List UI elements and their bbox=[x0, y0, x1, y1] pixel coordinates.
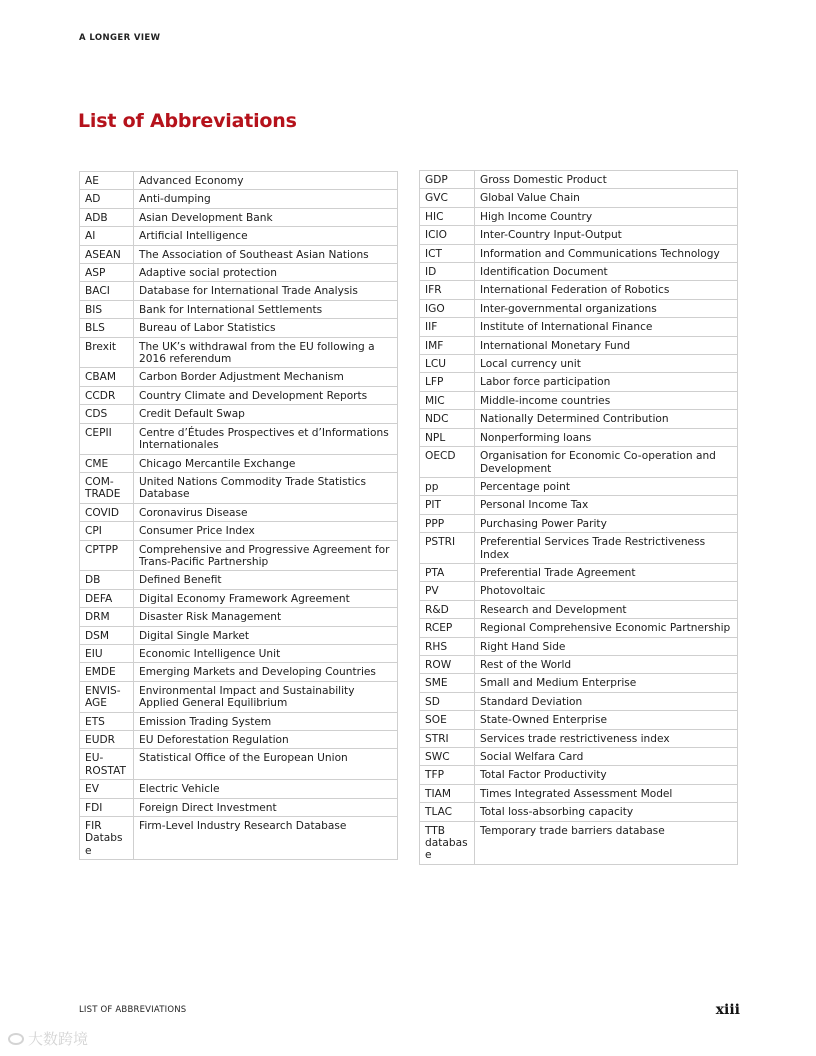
abbreviation-cell: RHS bbox=[420, 637, 475, 655]
definition-cell: Country Climate and Development Reports bbox=[134, 386, 398, 404]
abbreviation-cell: PSTRI bbox=[420, 533, 475, 564]
abbreviation-cell: ID bbox=[420, 263, 475, 281]
abbreviation-cell: FIR Databse bbox=[80, 817, 134, 860]
abbreviation-cell: R&D bbox=[420, 600, 475, 618]
table-row bbox=[420, 373, 738, 391]
table-row bbox=[80, 405, 398, 423]
abbreviations-table-right bbox=[419, 170, 738, 865]
definition-cell: Defined Benefit bbox=[134, 571, 398, 589]
abbreviations-table-left bbox=[79, 171, 398, 860]
abbreviation-cell: AD bbox=[80, 190, 134, 208]
table-row bbox=[420, 514, 738, 532]
abbreviation-cell: DRM bbox=[80, 608, 134, 626]
definition-cell: Digital Economy Framework Agreement bbox=[134, 589, 398, 607]
abbreviation-cell: NDC bbox=[420, 410, 475, 428]
table-row bbox=[80, 503, 398, 521]
definition-cell: State-Owned Enterprise bbox=[475, 711, 738, 729]
definition-cell: Rest of the World bbox=[475, 655, 738, 673]
table-row bbox=[420, 299, 738, 317]
definition-cell: Preferential Trade Agreement bbox=[475, 563, 738, 581]
table-row bbox=[420, 355, 738, 373]
abbreviation-cell: TFP bbox=[420, 766, 475, 784]
definition-cell: Emission Trading System bbox=[134, 712, 398, 730]
abbreviation-cell: SD bbox=[420, 692, 475, 710]
table-row bbox=[80, 571, 398, 589]
definition-cell: Global Value Chain bbox=[475, 189, 738, 207]
definition-cell: Small and Medium Enterprise bbox=[475, 674, 738, 692]
table-row bbox=[80, 172, 398, 190]
abbreviation-cell: BLS bbox=[80, 319, 134, 337]
definition-cell: Nonperforming loans bbox=[475, 428, 738, 446]
abbreviation-cell: EUDR bbox=[80, 731, 134, 749]
definition-cell: Adaptive social protection bbox=[134, 264, 398, 282]
definition-cell: EU Deforestation Regulation bbox=[134, 731, 398, 749]
table-row bbox=[80, 227, 398, 245]
abbreviation-cell: ASEAN bbox=[80, 245, 134, 263]
table-row bbox=[80, 712, 398, 730]
abbreviation-cell: DEFA bbox=[80, 589, 134, 607]
definition-cell: Identification Document bbox=[475, 263, 738, 281]
table-row bbox=[420, 447, 738, 478]
abbreviation-cell: CPI bbox=[80, 522, 134, 540]
watermark-text: 大数跨境 bbox=[28, 1030, 89, 1048]
abbreviation-cell: ETS bbox=[80, 712, 134, 730]
table-row bbox=[420, 391, 738, 409]
table-row bbox=[420, 711, 738, 729]
definition-cell: Nationally Determined Contribution bbox=[475, 410, 738, 428]
definition-cell: Institute of International Finance bbox=[475, 318, 738, 336]
abbreviation-cell: FDI bbox=[80, 798, 134, 816]
table-row bbox=[80, 681, 398, 712]
abbreviation-cell: CCDR bbox=[80, 386, 134, 404]
abbreviation-cell: TLAC bbox=[420, 803, 475, 821]
running-footer: LIST OF ABBREVIATIONS bbox=[79, 1005, 187, 1015]
abbreviation-cell: ADB bbox=[80, 208, 134, 226]
definition-cell: Electric Vehicle bbox=[134, 780, 398, 798]
table-row bbox=[80, 472, 398, 503]
table-row bbox=[80, 337, 398, 368]
table-row bbox=[420, 533, 738, 564]
abbreviation-cell: CBAM bbox=[80, 368, 134, 386]
table-row bbox=[420, 748, 738, 766]
table-row bbox=[420, 619, 738, 637]
table-row bbox=[80, 817, 398, 860]
abbreviation-cell: CME bbox=[80, 454, 134, 472]
table-row bbox=[420, 729, 738, 747]
table-row bbox=[420, 263, 738, 281]
abbreviation-cell: COM-TRADE bbox=[80, 472, 134, 503]
definition-cell: Asian Development Bank bbox=[134, 208, 398, 226]
abbreviation-cell: IMF bbox=[420, 336, 475, 354]
definition-cell: Preferential Services Trade Restrictiveness Index bbox=[475, 533, 738, 564]
definition-cell: High Income Country bbox=[475, 207, 738, 225]
abbreviation-cell: ICT bbox=[420, 244, 475, 262]
abbreviation-cell: LCU bbox=[420, 355, 475, 373]
table-row bbox=[80, 731, 398, 749]
table-row bbox=[420, 674, 738, 692]
definition-cell: Personal Income Tax bbox=[475, 496, 738, 514]
definition-cell: Labor force participation bbox=[475, 373, 738, 391]
table-row bbox=[80, 540, 398, 571]
definition-cell: Times Integrated Assessment Model bbox=[475, 784, 738, 802]
table-row bbox=[80, 780, 398, 798]
definition-cell: Services trade restrictiveness index bbox=[475, 729, 738, 747]
definition-cell: Anti-dumping bbox=[134, 190, 398, 208]
watermark bbox=[8, 1028, 88, 1049]
abbreviation-cell: Brexit bbox=[80, 337, 134, 368]
abbreviation-cell: DB bbox=[80, 571, 134, 589]
abbreviation-cell: OECD bbox=[420, 447, 475, 478]
table-row bbox=[420, 692, 738, 710]
definition-cell: The UK’s withdrawal from the EU following a 2016 referendum bbox=[134, 337, 398, 368]
table-row bbox=[420, 189, 738, 207]
definition-cell: Local currency unit bbox=[475, 355, 738, 373]
definition-cell: Environmental Impact and Sustainability Applied General Equilibrium bbox=[134, 681, 398, 712]
definition-cell: Comprehensive and Progressive Agreement for Trans-Pacific Partnership bbox=[134, 540, 398, 571]
definition-cell: Bureau of Labor Statistics bbox=[134, 319, 398, 337]
table-row bbox=[80, 423, 398, 454]
definition-cell: Photovoltaic bbox=[475, 582, 738, 600]
definition-cell: Economic Intelligence Unit bbox=[134, 644, 398, 662]
table-row bbox=[420, 410, 738, 428]
abbreviation-cell: AI bbox=[80, 227, 134, 245]
table-row bbox=[420, 318, 738, 336]
definition-cell: Credit Default Swap bbox=[134, 405, 398, 423]
abbreviation-cell: GDP bbox=[420, 171, 475, 189]
abbreviation-cell: NPL bbox=[420, 428, 475, 446]
table-row bbox=[80, 626, 398, 644]
abbreviation-cell: AE bbox=[80, 172, 134, 190]
abbreviation-cell: TIAM bbox=[420, 784, 475, 802]
table-row bbox=[420, 655, 738, 673]
abbreviation-cell: MIC bbox=[420, 391, 475, 409]
abbreviation-cell: ASP bbox=[80, 264, 134, 282]
table-row bbox=[420, 821, 738, 864]
table-row bbox=[420, 600, 738, 618]
table-row bbox=[420, 207, 738, 225]
abbreviation-cell: BIS bbox=[80, 300, 134, 318]
abbreviation-cell: PIT bbox=[420, 496, 475, 514]
table-row bbox=[80, 368, 398, 386]
definition-cell: Standard Deviation bbox=[475, 692, 738, 710]
table-row bbox=[420, 477, 738, 495]
abbreviation-cell: ROW bbox=[420, 655, 475, 673]
abbreviation-cell: DSM bbox=[80, 626, 134, 644]
definition-cell: Centre d’Études Prospectives et d’Informations Internationales bbox=[134, 423, 398, 454]
definition-cell: Percentage point bbox=[475, 477, 738, 495]
table-row bbox=[80, 190, 398, 208]
abbreviation-cell: EV bbox=[80, 780, 134, 798]
table-row bbox=[420, 784, 738, 802]
abbreviation-cell: LFP bbox=[420, 373, 475, 391]
definition-cell: Inter-governmental organizations bbox=[475, 299, 738, 317]
definition-cell: Carbon Border Adjustment Mechanism bbox=[134, 368, 398, 386]
running-header: A LONGER VIEW bbox=[79, 33, 161, 43]
abbreviation-cell: IGO bbox=[420, 299, 475, 317]
abbreviation-cell: RCEP bbox=[420, 619, 475, 637]
abbreviation-cell: SME bbox=[420, 674, 475, 692]
watermark-logo-icon bbox=[8, 1033, 24, 1045]
abbreviation-cell: ENVIS-AGE bbox=[80, 681, 134, 712]
abbreviation-cell: TTB database bbox=[420, 821, 475, 864]
abbreviation-cell: BACI bbox=[80, 282, 134, 300]
definition-cell: Consumer Price Index bbox=[134, 522, 398, 540]
abbreviation-cell: PV bbox=[420, 582, 475, 600]
abbreviation-cell: IIF bbox=[420, 318, 475, 336]
definition-cell: Temporary trade barriers database bbox=[475, 821, 738, 864]
definition-cell: Digital Single Market bbox=[134, 626, 398, 644]
page-number: xiii bbox=[715, 1002, 740, 1018]
abbreviation-cell: CPTPP bbox=[80, 540, 134, 571]
definition-cell: Middle-income countries bbox=[475, 391, 738, 409]
definition-cell: Inter-Country Input-Output bbox=[475, 226, 738, 244]
table-row bbox=[80, 644, 398, 662]
definition-cell: Artificial Intelligence bbox=[134, 227, 398, 245]
table-row bbox=[420, 766, 738, 784]
abbreviation-cell: SOE bbox=[420, 711, 475, 729]
table-row bbox=[80, 454, 398, 472]
definition-cell: The Association of Southeast Asian Nations bbox=[134, 245, 398, 263]
definition-cell: Foreign Direct Investment bbox=[134, 798, 398, 816]
table-row bbox=[420, 428, 738, 446]
definition-cell: International Monetary Fund bbox=[475, 336, 738, 354]
definition-cell: United Nations Commodity Trade Statistics Database bbox=[134, 472, 398, 503]
definition-cell: Regional Comprehensive Economic Partnership bbox=[475, 619, 738, 637]
table-row bbox=[80, 386, 398, 404]
abbreviation-cell: PPP bbox=[420, 514, 475, 532]
definition-cell: Disaster Risk Management bbox=[134, 608, 398, 626]
definition-cell: Emerging Markets and Developing Countries bbox=[134, 663, 398, 681]
table-row bbox=[420, 244, 738, 262]
abbreviation-cell: ICIO bbox=[420, 226, 475, 244]
table-row bbox=[420, 563, 738, 581]
definition-cell: Total Factor Productivity bbox=[475, 766, 738, 784]
table-row bbox=[80, 319, 398, 337]
table-row bbox=[420, 803, 738, 821]
definition-cell: Total loss-absorbing capacity bbox=[475, 803, 738, 821]
definition-cell: Right Hand Side bbox=[475, 637, 738, 655]
definition-cell: Chicago Mercantile Exchange bbox=[134, 454, 398, 472]
definition-cell: Research and Development bbox=[475, 600, 738, 618]
abbreviation-cell: GVC bbox=[420, 189, 475, 207]
definition-cell: Organisation for Economic Co-operation and Development bbox=[475, 447, 738, 478]
abbreviation-cell: CEPII bbox=[80, 423, 134, 454]
definition-cell: Gross Domestic Product bbox=[475, 171, 738, 189]
abbreviation-cell: EIU bbox=[80, 644, 134, 662]
table-row bbox=[420, 582, 738, 600]
table-row bbox=[420, 637, 738, 655]
abbreviation-cell: pp bbox=[420, 477, 475, 495]
abbreviation-cell: SWC bbox=[420, 748, 475, 766]
table-row bbox=[80, 300, 398, 318]
table-row bbox=[80, 749, 398, 780]
definition-cell: Coronavirus Disease bbox=[134, 503, 398, 521]
table-row bbox=[80, 589, 398, 607]
table-row bbox=[80, 264, 398, 282]
definition-cell: Statistical Office of the European Union bbox=[134, 749, 398, 780]
definition-cell: Firm-Level Industry Research Database bbox=[134, 817, 398, 860]
abbreviation-cell: EU-ROSTAT bbox=[80, 749, 134, 780]
abbreviation-cell: IFR bbox=[420, 281, 475, 299]
definition-cell: Purchasing Power Parity bbox=[475, 514, 738, 532]
table-row bbox=[420, 496, 738, 514]
definition-cell: Database for International Trade Analysis bbox=[134, 282, 398, 300]
table-row bbox=[80, 798, 398, 816]
page-title: List of Abbreviations bbox=[78, 110, 297, 132]
abbreviation-cell: HIC bbox=[420, 207, 475, 225]
abbreviation-cell: EMDE bbox=[80, 663, 134, 681]
table-row bbox=[80, 245, 398, 263]
abbreviation-cell: PTA bbox=[420, 563, 475, 581]
table-row bbox=[80, 208, 398, 226]
table-row bbox=[420, 281, 738, 299]
definition-cell: Bank for International Settlements bbox=[134, 300, 398, 318]
table-row bbox=[420, 226, 738, 244]
table-row bbox=[420, 171, 738, 189]
definition-cell: Advanced Economy bbox=[134, 172, 398, 190]
table-row bbox=[80, 282, 398, 300]
definition-cell: International Federation of Robotics bbox=[475, 281, 738, 299]
abbreviation-cell: CDS bbox=[80, 405, 134, 423]
abbreviation-cell: STRI bbox=[420, 729, 475, 747]
table-row bbox=[80, 608, 398, 626]
abbreviation-cell: COVID bbox=[80, 503, 134, 521]
table-row bbox=[80, 522, 398, 540]
table-row bbox=[80, 663, 398, 681]
table-row bbox=[420, 336, 738, 354]
definition-cell: Social Welfara Card bbox=[475, 748, 738, 766]
definition-cell: Information and Communications Technology bbox=[475, 244, 738, 262]
